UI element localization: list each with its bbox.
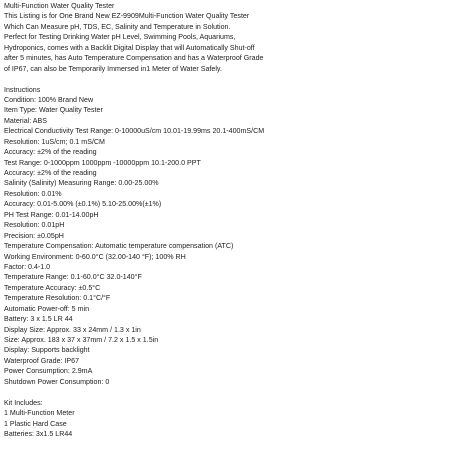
product-description — [4, 1, 448, 439]
spec-line: Resolution: 0.01% — [4, 189, 62, 198]
kit-item: 1 Plastic Hard Case — [4, 419, 67, 428]
spec-line: Electrical Conductivity Test Range: 0-10000uS/cm 10.01-19.99ms 20.1-400mS/CM — [4, 127, 265, 136]
kit-item: 1 Multi-Function Meter — [4, 409, 75, 418]
paragraph-spacer — [4, 387, 448, 397]
intro-line: This Listing is for One Brand New EZ-9909Multi-Function Water Quality Tester — [4, 12, 250, 21]
spec-line: Accuracy: ±2% of the reading — [4, 169, 97, 177]
spec-line: Accuracy: 0.01-5.00% (±0.1%) 5.10-25.00%(±1%) — [4, 200, 162, 209]
spec-line: Temperature Resolution: 0.1°C/°F — [4, 294, 111, 303]
spec-line: Factor: 0.4-1.0 — [4, 262, 51, 271]
spec-line: Automatic Power-off: 5 min — [4, 304, 90, 313]
spec-line: Display: Supports backlight — [4, 346, 90, 355]
intro-line: Which Can Measure pH, TDS, EC, Salinity and Temperature in Solution. — [4, 22, 231, 31]
instructions-section — [4, 85, 448, 388]
paragraph-spacer — [4, 74, 448, 84]
spec-line: Working Environment: 0-60.0°C (32.00-140 °F); 100% RH — [4, 252, 186, 261]
spec-line: Temperature Compensation: Automatic temperature compensation (ATC) — [4, 242, 234, 251]
spec-line: Test Range: 0-1000ppm 1000ppm -10000ppm 10.1-200.0 PPT — [4, 158, 201, 167]
kit-section — [4, 398, 448, 440]
intro-section — [4, 1, 448, 74]
spec-line: Power Consumption: 2.9mA — [4, 367, 93, 376]
spec-line: Accuracy: ±2% of the reading — [4, 148, 97, 157]
spec-line: Condition: 100% Brand New — [4, 95, 94, 104]
doc-title: Multi-Function Water Quality Tester — [4, 2, 115, 10]
instructions-heading: Instructions — [4, 85, 41, 94]
spec-line: Shutdown Power Consumption: 0 — [4, 377, 110, 386]
spec-line: Temperature Range: 0.1-60.0°C 32.0-140°F — [4, 273, 142, 282]
spec-line: Item Type: Water Quality Tester — [4, 106, 103, 115]
spec-line: PH Test Range: 0.01-14.00pH — [4, 210, 99, 219]
intro-line: of IP67, can also be Temporarily Immersed in1 Meter of Water Safely. — [4, 64, 222, 73]
kit-item: Batteries: 3x1.5 LR44 — [4, 429, 73, 438]
intro-line: Perfect for Testing Drinking Water pH Level, Swimming Pools, Aquariums, — [4, 33, 236, 42]
kit-heading: Kit Includes: — [4, 398, 43, 407]
intro-line: after 5 minutes, has Auto Temperature Compensation and has a Waterproof Grade — [4, 54, 264, 63]
spec-line: Temperature Accuracy: ±0.5°C — [4, 283, 101, 292]
intro-line: Hydroponics, comes with a Backlit Digital Display that will Automatically Shut-off — [4, 43, 255, 52]
spec-line: Resolution: 1uS/cm; 0.1 mS/CM — [4, 137, 105, 146]
spec-line: Precision: ±0.05pH — [4, 231, 64, 240]
spec-line: Waterproof Grade: IP67 — [4, 356, 80, 365]
spec-line: Salinity (Salinity) Measuring Range: 0.00-25.00% — [4, 179, 159, 188]
spec-line: Battery: 3 x 1.5 LR 44 — [4, 315, 73, 324]
spec-line: Size: Approx. 183 x 37 x 37mm / 7.2 x 1.5 x 1.5in — [4, 336, 159, 344]
spec-line: Resolution: 0.01pH — [4, 221, 65, 230]
spec-line: Material: ABS — [4, 116, 47, 125]
spec-line: Display Size: Approx. 33 x 24mm / 1.3 x 1in — [4, 325, 141, 334]
